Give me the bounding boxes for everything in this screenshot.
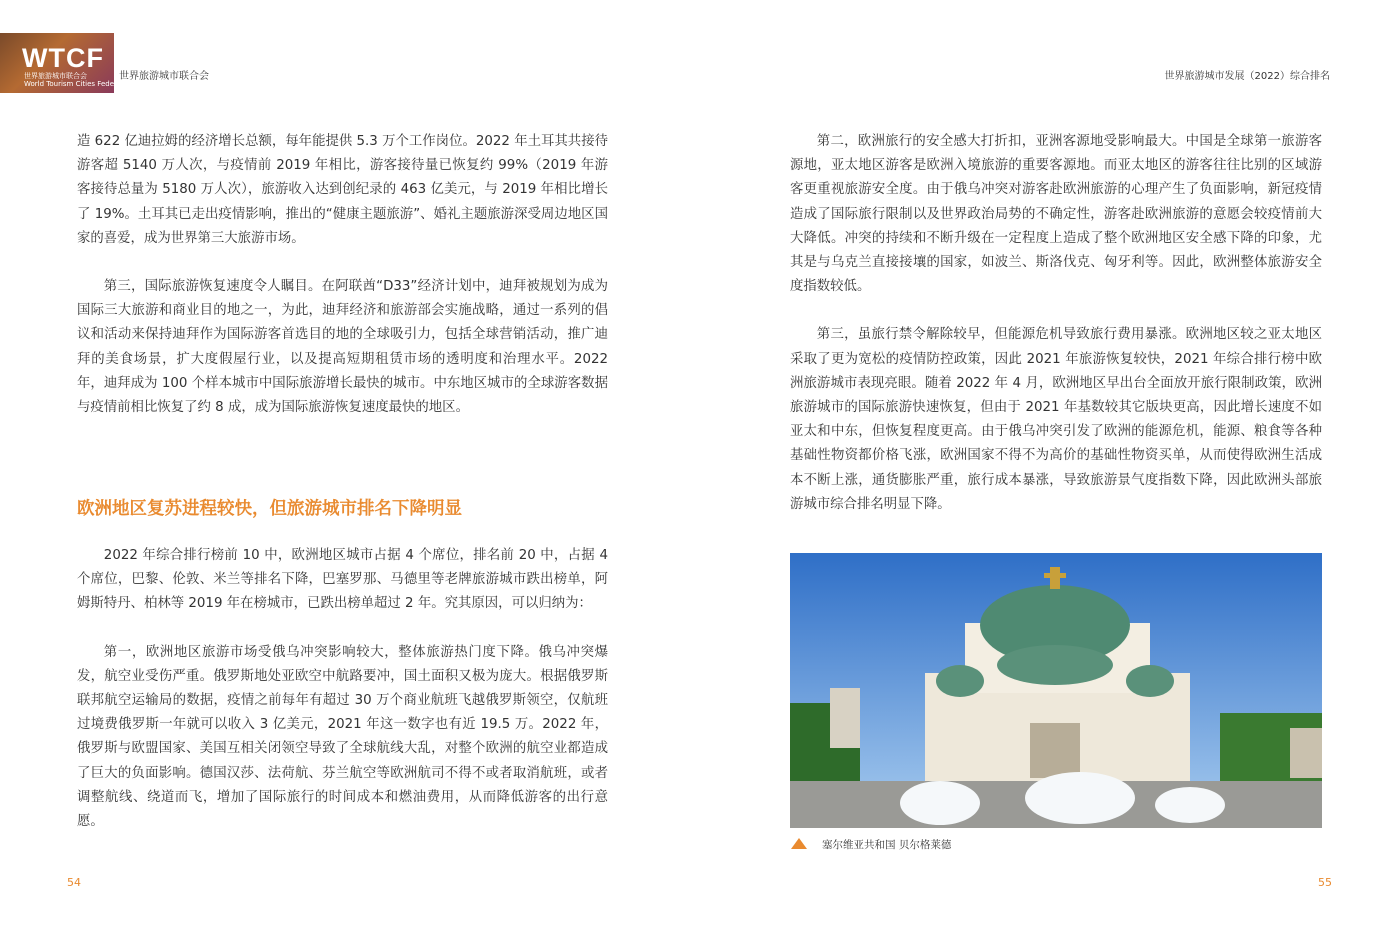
right-column (790, 130, 1322, 517)
logo-subtitle-cn: 世界旅游城市联合会 (24, 72, 87, 80)
logo-subtitle-en: World Tourism Cities Federation (24, 80, 135, 88)
paragraph: 2022 年综合排行榜前 10 中，欧洲地区城市占据 4 个席位，排名前 20 中，占据 4 个席位，巴黎、伦敦、米兰等排名下降，巴塞罗那、马德里等老牌旅游城市跌出榜单，阿姆斯特丹、柏林等 2019 年在榜城市，已跌出榜单超过 2 年。究其原因，可以归纳为： (77, 548, 608, 612)
header-right: 世界旅游城市发展（2022）综合排名 (1164, 71, 1330, 82)
page-number-right: 55 (1318, 876, 1332, 889)
logo-wordmark: WTCF (22, 43, 104, 73)
left-column-bottom (77, 544, 608, 834)
section-heading: 欧洲地区复苏进程较快，但旅游城市排名下降明显 (77, 499, 462, 519)
paragraph: 第三，虽旅行禁令解除较早，但能源危机导致旅行费用暴涨。欧洲地区较之亚太地区采取了更为宽松的疫情防控政策，因此 2021 年旅游恢复较快，2021 年综合排行榜中欧洲旅游城市表现亮眼。随着 2022 年 4 月，欧洲地区早出台全面放开旅行限制政策，欧洲旅游城市的国际旅游快速恢复，但由于 2021 年基数较其它版块更高，因此增长速度不如亚太和中东，但恢复程度更高。由于俄乌冲突引发了欧洲的能源危机，能源、粮食等各种基础性物资都价格飞涨，欧洲国家不得不为高价的基础性物资买单，从而使得欧洲生活成本不断上涨，通货膨胀严重，旅行成本暴涨，导致旅游景气度指数下降，因此欧洲头部旅游城市综合排名明显下降。 (790, 327, 1322, 512)
paragraph: 造 622 亿迪拉姆的经济增长总额，每年能提供 5.3 万个工作岗位。2022 年土耳其共接待游客超 5140 万人次，与疫情前 2019 年相比，游客接待量已恢复约 99%（2019 年游客接待总量为 5180 万人次），旅游收入达到创纪录的 463 亿美元，与 2019 年相比增长了 19%。土耳其已走出疫情影响，推出的“健康主题旅游”、婚礼主题旅游深受周边地区国家的喜爱，成为世界第三大旅游市场。 (77, 134, 608, 246)
paragraph: 第一，欧洲地区旅游市场受俄乌冲突影响较大，整体旅游热门度下降。俄乌冲突爆发，航空业受伤严重。俄罗斯地处亚欧空中航路要冲，国土面积又极为庞大。根据俄罗斯联邦航空运输局的数据，疫情之前每年有超过 30 万个商业航班飞越俄罗斯领空，仅航班过境费俄罗斯一年就可以收入 3 亿美元，2021 年这一数字也有近 19.5 万。2022 年，俄罗斯与欧盟国家、美国互相关闭领空导致了全球航线大乱，对整个欧洲的航空业都造成了巨大的负面影响。德国汉莎、法荷航、芬兰航空等欧洲航司不得不或者取消航班，或者调整航线、绕道而飞，增加了国际旅行的时间成本和燃油费用，从而降低游客的出行意愿。 (77, 644, 608, 830)
paragraph: 第二，欧洲旅行的安全感大打折扣，亚洲客源地受影响最大。中国是全球第一旅游客源地，亚太地区游客是欧洲入境旅游的重要客源地。而亚太地区的游客往往比别的区域游客更重视旅游安全度。由于俄乌冲突对游客赴欧洲旅游的心理产生了负面影响，新冠疫情造成了国际旅行限制以及世界政治局势的不确定性，游客赴欧洲旅游的意愿会较疫情前大大降低。冲突的持续和不断升级在一定程度上造成了整个欧洲地区安全感下降的印象，尤其是与乌克兰直接接壤的国家，如波兰、斯洛伐克、匈牙利等。因此，欧洲整体旅游安全度指数较低。 (790, 134, 1322, 295)
header-left: 世界旅游城市联合会 (119, 71, 209, 82)
page-number-left: 54 (67, 876, 81, 889)
cathedral-photo (790, 553, 1322, 828)
wtcf-logo (0, 33, 135, 93)
logo-subtitle (24, 72, 135, 88)
photo-caption: 塞尔维亚共和国 贝尔格莱德 (822, 839, 952, 851)
caption-triangle-icon (791, 838, 807, 849)
paragraph: 第三，国际旅游恢复速度令人瞩目。在阿联酋“D33”经济计划中，迪拜被规划为成为国际三大旅游和商业目的地之一，为此，迪拜经济和旅游部会实施战略，通过一系列的倡议和活动来保持迪拜作为国际游客首选目的地的全球吸引力，包括全球营销活动，推广迪拜的美食场景，扩大度假屋行业，以及提高短期租赁市场的透明度和治理水平。2022 年，迪拜成为 100 个样本城市中国际旅游增长最快的城市。中东地区城市的全球游客数据与疫情前相比恢复了约 8 成，成为国际旅游恢复速度最快的地区。 (77, 279, 608, 416)
left-column-top (77, 130, 608, 420)
